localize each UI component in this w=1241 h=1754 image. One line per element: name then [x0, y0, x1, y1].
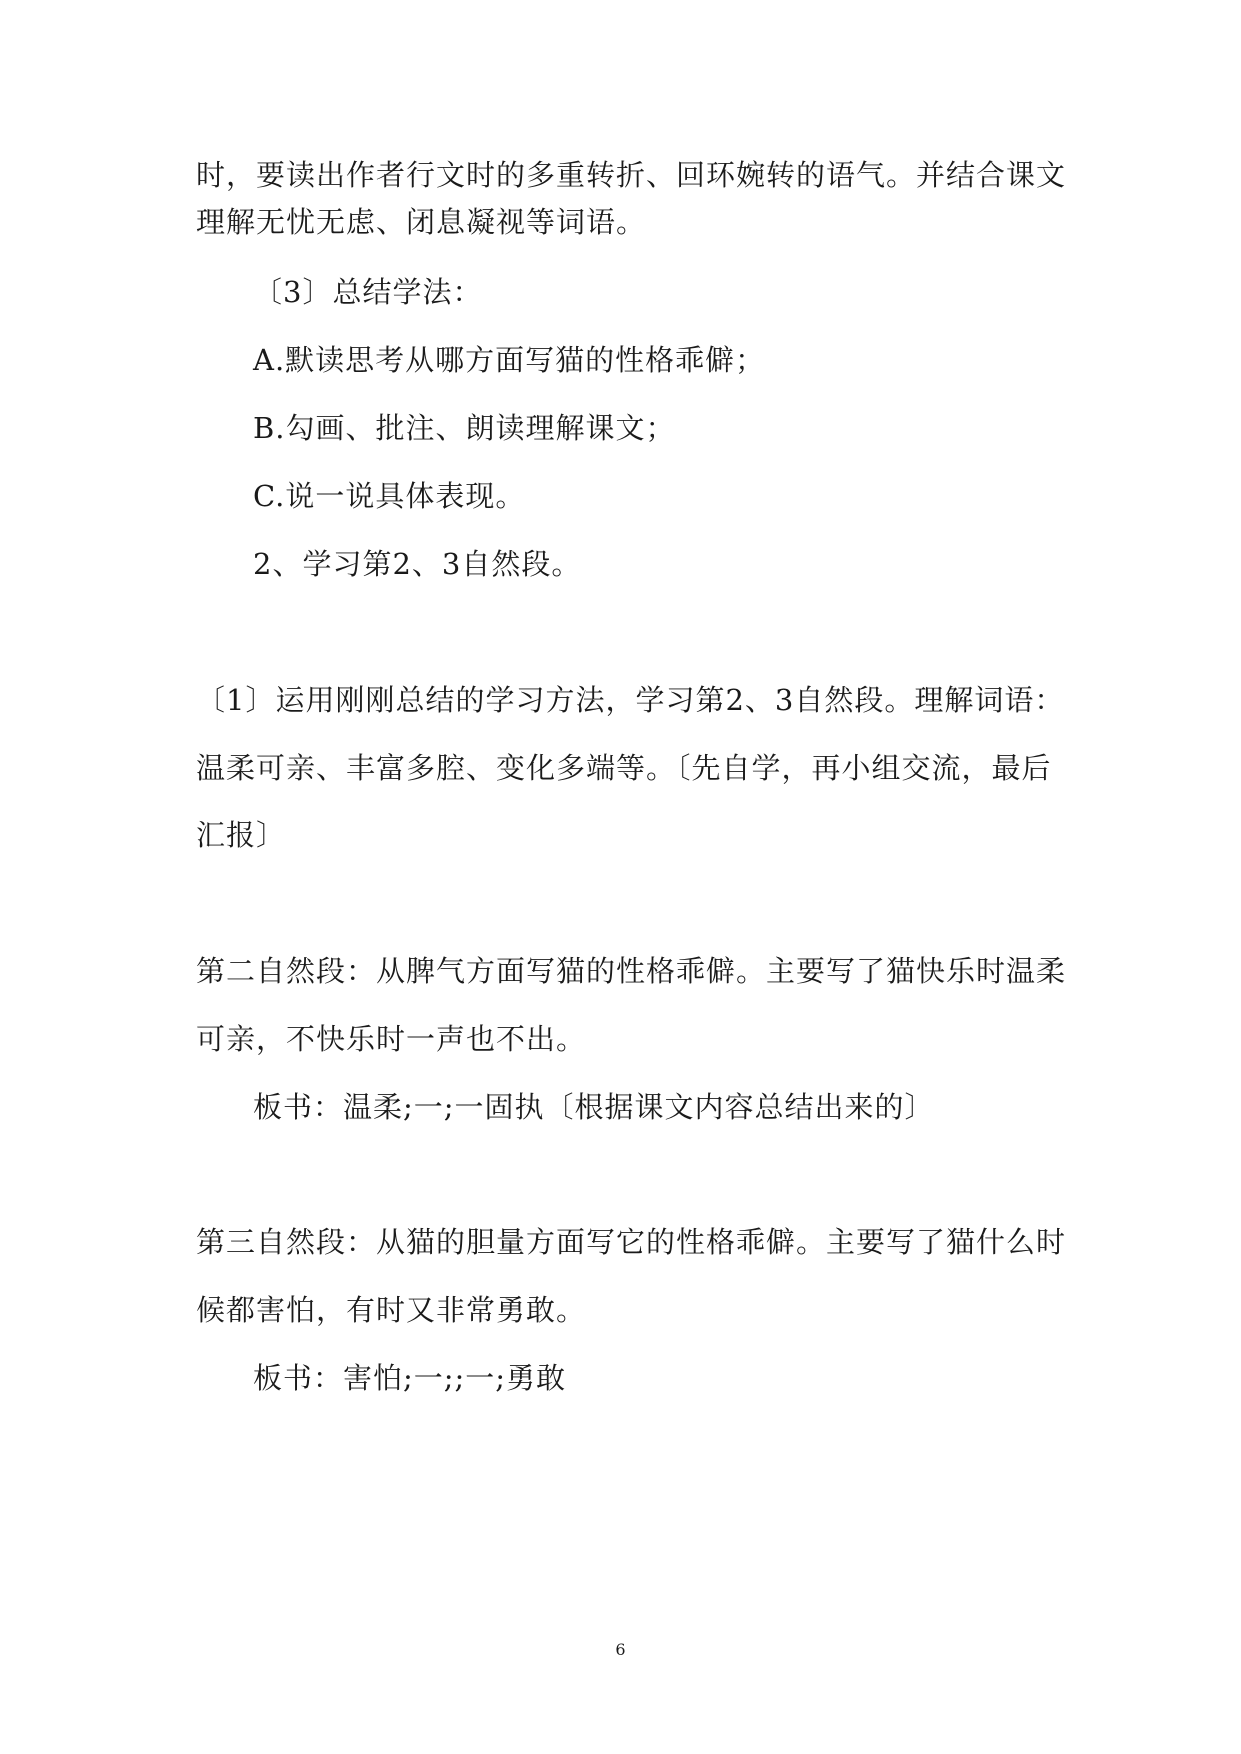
text-line: 汇报〕 — [196, 818, 287, 852]
page-number: 6 — [615, 1640, 626, 1659]
text-line: 〔1〕运用刚刚总结的学习方法，学习第2、3自然段。理解词语： — [196, 683, 1065, 717]
text-line: 第三自然段：从猫的胆量方面写它的性格乖僻。主要写了猫什么时 — [196, 1225, 1067, 1259]
text-line: 温柔可亲、丰富多腔、变化多端等。〔先自学，再小组交流，最后 — [196, 751, 1052, 785]
text-line: 第二自然段：从脾气方面写猫的性格乖僻。主要写了猫快乐时温柔 — [196, 954, 1067, 988]
text-line: 时，要读出作者行文时的多重转折、回环婉转的语气。并结合课文 — [196, 158, 1067, 192]
text-line: B.勾画、批注、朗读理解课文； — [253, 411, 676, 445]
text-line: 可亲，不快乐时一声也不出。 — [196, 1022, 587, 1056]
text-line: 理解无忧无虑、闭息凝视等词语。 — [196, 205, 647, 239]
text-line: 候都害怕，有时又非常勇敢。 — [196, 1293, 587, 1327]
text-line: 板书：害怕;一;;一;勇敢 — [253, 1361, 567, 1395]
text-line: 2、学习第2、3自然段。 — [253, 547, 582, 581]
text-line: C.说一说具体表现。 — [253, 479, 526, 513]
text-line: A.默读思考从哪方面写猫的性格乖僻； — [253, 343, 766, 377]
text-line: 〔3〕总结学法： — [253, 275, 483, 309]
text-line: 板书：温柔;一;一固执〔根据课文内容总结出来的〕 — [253, 1090, 935, 1124]
